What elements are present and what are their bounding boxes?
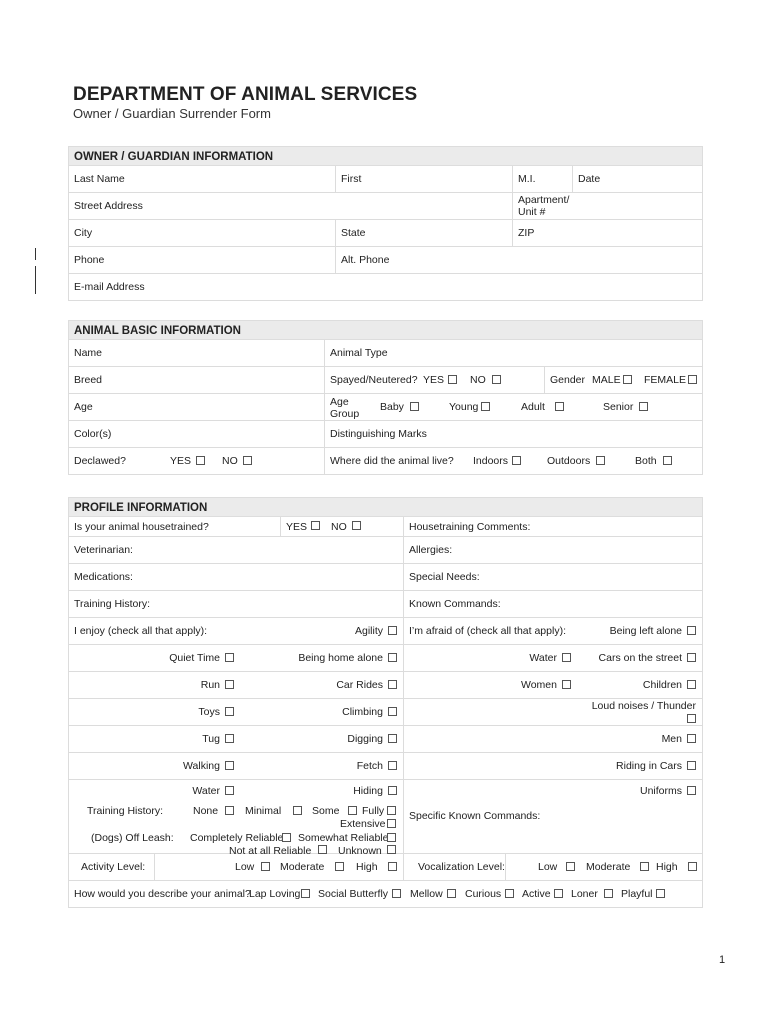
city-label: City bbox=[74, 227, 93, 239]
offleash-completely-checkbox[interactable] bbox=[282, 833, 291, 842]
marks-label: Distinguishing Marks bbox=[330, 428, 427, 440]
activity-high-label: High bbox=[356, 861, 378, 873]
enjoy-cell bbox=[236, 699, 403, 725]
afraid-cell bbox=[403, 618, 702, 644]
vocalization-label: Vocalization Level: bbox=[418, 861, 505, 873]
describe-row bbox=[68, 881, 703, 908]
afraid-children-checkbox[interactable] bbox=[687, 680, 696, 689]
both-checkbox[interactable] bbox=[663, 456, 672, 465]
pref-row-1 bbox=[68, 618, 703, 645]
phone-field[interactable] bbox=[69, 247, 335, 273]
trait-active-checkbox[interactable] bbox=[554, 889, 563, 898]
declawed-no-label: NO bbox=[222, 455, 238, 467]
male-checkbox[interactable] bbox=[623, 375, 632, 384]
young-label: Young bbox=[449, 401, 479, 413]
declawed-cell bbox=[69, 448, 324, 474]
offleash-unknown-checkbox[interactable] bbox=[387, 845, 396, 854]
afraid-men-checkbox[interactable] bbox=[687, 734, 696, 743]
declawed-yes-label: YES bbox=[170, 455, 192, 467]
owner-section bbox=[68, 146, 703, 301]
animal-row-declawed bbox=[68, 448, 703, 475]
training-minimal-label: Minimal bbox=[245, 805, 282, 817]
pref-row-7 bbox=[68, 780, 703, 802]
afraid-cell bbox=[573, 645, 702, 671]
spayed-yes-label: YES bbox=[423, 374, 445, 386]
enjoy-cell bbox=[69, 672, 236, 698]
vocal-label-cell bbox=[403, 854, 505, 880]
enjoy-cell bbox=[69, 645, 236, 671]
training-block bbox=[68, 802, 703, 857]
age-group-label: Age Group bbox=[330, 396, 360, 420]
declawed-label: Declawed? bbox=[74, 455, 126, 467]
training-extensive-checkbox[interactable] bbox=[387, 819, 396, 828]
outdoors-label: Outdoors bbox=[547, 455, 591, 467]
animal-row-color bbox=[68, 421, 703, 448]
enjoy-water-checkbox[interactable] bbox=[225, 786, 234, 795]
vocal-moderate-label: Moderate bbox=[586, 861, 631, 873]
both-label: Both bbox=[635, 455, 657, 467]
afraid-water-label: Water bbox=[529, 652, 557, 664]
describe-cell bbox=[69, 881, 702, 907]
animal-name-field[interactable] bbox=[69, 340, 324, 366]
ht-comments-field[interactable] bbox=[403, 517, 702, 536]
spayed-no-checkbox[interactable] bbox=[492, 375, 501, 384]
enjoy-cell bbox=[236, 753, 403, 779]
specific-commands-field[interactable] bbox=[403, 802, 702, 853]
zip-field[interactable] bbox=[512, 220, 702, 246]
afraid-loud-noises-label: Loud noises / Thunder bbox=[591, 700, 696, 712]
enjoy-cell bbox=[69, 699, 236, 725]
profile-row-meds bbox=[68, 564, 703, 591]
baby-checkbox[interactable] bbox=[410, 402, 419, 411]
enjoy-fetch-checkbox[interactable] bbox=[388, 761, 397, 770]
activity-row bbox=[68, 854, 703, 881]
offleash-not-all-label: Not at all Reliable bbox=[229, 845, 312, 857]
training-fully-label: Fully bbox=[362, 805, 385, 817]
enjoy-digging-label: Digging bbox=[347, 733, 383, 745]
alt-phone-field[interactable] bbox=[335, 247, 702, 273]
known-commands-label: Known Commands: bbox=[409, 598, 501, 610]
afraid-uniforms-checkbox[interactable] bbox=[687, 786, 696, 795]
enjoy-cell bbox=[69, 618, 403, 644]
enjoy-cell bbox=[69, 780, 236, 802]
breed-label: Breed bbox=[74, 374, 103, 386]
owner-heading: OWNER / GUARDIAN INFORMATION bbox=[68, 146, 703, 166]
offleash-not-all-checkbox[interactable] bbox=[318, 845, 327, 854]
trait-social-checkbox[interactable] bbox=[392, 889, 401, 898]
enjoy-agility-label: Agility bbox=[354, 625, 383, 637]
trait-mellow-checkbox[interactable] bbox=[447, 889, 456, 898]
young-checkbox[interactable] bbox=[481, 402, 490, 411]
afraid-women-label: Women bbox=[521, 679, 557, 691]
known-commands-field[interactable] bbox=[403, 591, 702, 617]
indoors-label: Indoors bbox=[473, 455, 509, 467]
afraid-cell bbox=[573, 672, 702, 698]
offleash-somewhat-checkbox[interactable] bbox=[387, 833, 396, 842]
animal-row-age bbox=[68, 394, 703, 421]
special-needs-field[interactable] bbox=[403, 564, 702, 590]
enjoy-home-alone-checkbox[interactable] bbox=[388, 653, 397, 662]
pref-row-5 bbox=[68, 726, 703, 753]
declawed-yes-checkbox[interactable] bbox=[196, 456, 205, 465]
vet-label: Veterinarian: bbox=[74, 544, 133, 556]
special-needs-label: Special Needs: bbox=[409, 571, 480, 583]
vet-field[interactable] bbox=[69, 537, 403, 563]
animal-section bbox=[68, 320, 703, 475]
pref-row-4 bbox=[68, 699, 703, 726]
state-field[interactable] bbox=[335, 220, 512, 246]
enjoy-walking-label: Walking bbox=[183, 760, 220, 772]
vocal-options bbox=[505, 854, 702, 880]
animal-heading: ANIMAL BASIC INFORMATION bbox=[68, 320, 703, 340]
afraid-water-checkbox[interactable] bbox=[562, 653, 571, 662]
where-label: Where did the animal live? bbox=[330, 455, 454, 467]
afraid-cell bbox=[403, 699, 702, 725]
profile-row-training bbox=[68, 591, 703, 618]
profile-section bbox=[68, 497, 703, 908]
female-label: FEMALE bbox=[644, 374, 687, 386]
colors-label: Color(s) bbox=[74, 428, 112, 440]
offleash-unknown-label: Unknown bbox=[338, 845, 382, 857]
pref-row-3 bbox=[68, 672, 703, 699]
afraid-label: I’m afraid of (check all that apply): bbox=[409, 625, 566, 637]
outdoors-checkbox[interactable] bbox=[596, 456, 605, 465]
gender-label: Gender bbox=[550, 374, 586, 386]
animal-name-label: Name bbox=[74, 347, 103, 359]
enjoy-car-rides-label: Car Rides bbox=[336, 679, 383, 691]
enjoy-label: I enjoy (check all that apply): bbox=[74, 625, 208, 637]
afraid-cars-checkbox[interactable] bbox=[687, 653, 696, 662]
enjoy-climbing-checkbox[interactable] bbox=[388, 707, 397, 716]
afraid-cars-label: Cars on the street bbox=[598, 652, 682, 664]
meds-field[interactable] bbox=[69, 564, 403, 590]
page-title: DEPARTMENT OF ANIMAL SERVICES bbox=[73, 84, 418, 105]
enjoy-quiet-time-checkbox[interactable] bbox=[225, 653, 234, 662]
activity-label: Activity Level: bbox=[81, 861, 146, 873]
mi-field[interactable] bbox=[512, 166, 572, 192]
animal-row-name bbox=[68, 340, 703, 367]
alt-phone-label: Alt. Phone bbox=[341, 254, 390, 266]
spayed-yes-checkbox[interactable] bbox=[448, 375, 457, 384]
housetrained-label: Is your animal housetrained? bbox=[74, 520, 209, 533]
trait-active-label: Active bbox=[522, 888, 551, 900]
training-some-label: Some bbox=[312, 805, 340, 817]
adult-label: Adult bbox=[521, 401, 545, 413]
margin-mark bbox=[35, 266, 36, 294]
enjoy-toys-label: Toys bbox=[198, 706, 220, 718]
email-label: E-mail Address bbox=[74, 281, 145, 293]
enjoy-cell bbox=[236, 726, 403, 752]
trait-loner-checkbox[interactable] bbox=[604, 889, 613, 898]
city-field[interactable] bbox=[69, 220, 335, 246]
senior-label: Senior bbox=[603, 401, 634, 413]
trait-curious-label: Curious bbox=[465, 888, 502, 900]
email-field[interactable] bbox=[69, 274, 702, 300]
training-minimal-checkbox[interactable] bbox=[293, 806, 302, 815]
offleash-label: (Dogs) Off Leash: bbox=[91, 832, 174, 844]
owner-row-address bbox=[68, 193, 703, 220]
breed-field[interactable] bbox=[69, 367, 324, 393]
age-group-cell bbox=[324, 394, 702, 420]
enjoy-cell bbox=[69, 726, 236, 752]
owner-row-city bbox=[68, 220, 703, 247]
vocal-high-checkbox[interactable] bbox=[688, 862, 697, 871]
trait-lap-loving-checkbox[interactable] bbox=[301, 889, 310, 898]
date-label: Date bbox=[578, 173, 601, 185]
offleash-somewhat-label: Somewhat Reliable bbox=[298, 832, 389, 844]
trait-playful-label: Playful bbox=[621, 888, 653, 900]
trait-playful-checkbox[interactable] bbox=[656, 889, 665, 898]
mi-label: M.I. bbox=[518, 173, 536, 185]
profile-row-vet bbox=[68, 537, 703, 564]
enjoy-fetch-label: Fetch bbox=[356, 760, 383, 772]
street-field[interactable] bbox=[69, 193, 512, 219]
enjoy-cell bbox=[69, 753, 236, 779]
phone-label: Phone bbox=[74, 254, 105, 266]
afraid-women-checkbox[interactable] bbox=[562, 680, 571, 689]
training-extensive-label: Extensive bbox=[340, 818, 386, 830]
spayed-no-label: NO bbox=[470, 374, 486, 386]
training-none-checkbox[interactable] bbox=[225, 806, 234, 815]
age-label: Age bbox=[74, 401, 93, 413]
activity-moderate-checkbox[interactable] bbox=[335, 862, 344, 871]
trait-social-label: Social Butterfly bbox=[318, 888, 389, 900]
afraid-children-label: Children bbox=[642, 679, 682, 691]
baby-label: Baby bbox=[380, 401, 404, 413]
ht-no-checkbox[interactable] bbox=[352, 521, 361, 530]
owner-row-name bbox=[68, 166, 703, 193]
adult-checkbox[interactable] bbox=[555, 402, 564, 411]
page-subtitle: Owner / Guardian Surrender Form bbox=[73, 106, 271, 121]
spayed-cell bbox=[324, 367, 544, 393]
housetrained-options bbox=[280, 517, 403, 536]
vocal-low-label: Low bbox=[538, 861, 558, 873]
trait-mellow-label: Mellow bbox=[410, 888, 443, 900]
apt-label: Apartment/ bbox=[518, 194, 570, 206]
enjoy-run-checkbox[interactable] bbox=[225, 680, 234, 689]
margin-mark bbox=[35, 248, 36, 260]
gender-cell bbox=[544, 367, 702, 393]
enjoy-home-alone-label: Being home alone bbox=[298, 652, 383, 664]
enjoy-toys-checkbox[interactable] bbox=[225, 707, 234, 716]
activity-low-label: Low bbox=[235, 861, 255, 873]
enjoy-run-label: Run bbox=[200, 679, 220, 691]
spayed-label: Spayed/Neutered? bbox=[330, 374, 418, 386]
animal-type-field[interactable] bbox=[324, 340, 702, 366]
afraid-cell bbox=[403, 753, 702, 779]
male-label: MALE bbox=[592, 374, 621, 386]
ht-comments-label: Housetraining Comments: bbox=[409, 520, 531, 533]
training-history-field[interactable] bbox=[69, 591, 403, 617]
owner-row-phone bbox=[68, 247, 703, 274]
trait-lap-loving-label: Lap Loving bbox=[249, 888, 301, 900]
animal-row-breed bbox=[68, 367, 703, 394]
afraid-cell bbox=[403, 726, 702, 752]
offleash-completely-label: Completely Reliable bbox=[190, 832, 284, 844]
activity-low-checkbox[interactable] bbox=[261, 862, 270, 871]
enjoy-water-label: Water bbox=[192, 785, 220, 797]
afraid-uniforms-label: Uniforms bbox=[639, 785, 682, 797]
activity-high-checkbox[interactable] bbox=[388, 862, 397, 871]
age-field[interactable] bbox=[69, 394, 324, 420]
afraid-loud-noises-checkbox[interactable] bbox=[687, 714, 696, 723]
enjoy-car-rides-checkbox[interactable] bbox=[388, 680, 397, 689]
vocal-high-label: High bbox=[656, 861, 678, 873]
ht-yes-checkbox[interactable] bbox=[311, 521, 320, 530]
apt-label-2: Unit # bbox=[518, 206, 546, 218]
afraid-cell bbox=[403, 780, 702, 802]
vocal-low-checkbox[interactable] bbox=[566, 862, 575, 871]
apt-field[interactable] bbox=[512, 193, 702, 219]
last-name-label: Last Name bbox=[74, 173, 125, 185]
afraid-cell bbox=[403, 672, 573, 698]
training-label: Training History: bbox=[87, 805, 164, 817]
first-name-label: First bbox=[341, 173, 362, 185]
enjoy-hiding-label: Hiding bbox=[353, 785, 383, 797]
marks-field[interactable] bbox=[324, 421, 702, 447]
profile-heading: PROFILE INFORMATION bbox=[68, 497, 703, 517]
colors-field[interactable] bbox=[69, 421, 324, 447]
afraid-riding-label: Riding in Cars bbox=[616, 760, 682, 772]
pref-row-2 bbox=[68, 645, 703, 672]
street-label: Street Address bbox=[74, 200, 143, 212]
activity-options bbox=[154, 854, 403, 880]
afraid-left-alone-label: Being left alone bbox=[609, 625, 682, 637]
enjoy-quiet-time-label: Quiet Time bbox=[169, 652, 220, 664]
zip-label: ZIP bbox=[518, 227, 535, 239]
declawed-no-checkbox[interactable] bbox=[243, 456, 252, 465]
afraid-cell bbox=[403, 645, 573, 671]
page-number: 1 bbox=[719, 954, 726, 966]
enjoy-walking-checkbox[interactable] bbox=[225, 761, 234, 770]
ht-no-label: NO bbox=[331, 520, 347, 533]
vocal-moderate-checkbox[interactable] bbox=[640, 862, 649, 871]
enjoy-climbing-label: Climbing bbox=[342, 706, 383, 718]
trait-loner-label: Loner bbox=[571, 888, 598, 900]
last-name-field[interactable] bbox=[69, 166, 335, 192]
enjoy-hiding-checkbox[interactable] bbox=[388, 786, 397, 795]
specific-commands-label: Specific Known Commands: bbox=[409, 810, 541, 822]
training-history-label: Training History: bbox=[74, 598, 151, 610]
first-name-field[interactable] bbox=[335, 166, 512, 192]
allergies-field[interactable] bbox=[403, 537, 702, 563]
pref-row-6 bbox=[68, 753, 703, 780]
training-some-checkbox[interactable] bbox=[348, 806, 357, 815]
training-fully-checkbox[interactable] bbox=[387, 806, 396, 815]
state-label: State bbox=[341, 227, 366, 239]
indoors-checkbox[interactable] bbox=[512, 456, 521, 465]
allergies-label: Allergies: bbox=[409, 544, 453, 556]
training-none-label: None bbox=[193, 805, 219, 817]
where-cell bbox=[324, 448, 702, 474]
describe-label: How would you describe your animal? bbox=[74, 888, 251, 900]
enjoy-cell bbox=[236, 780, 403, 802]
enjoy-tug-checkbox[interactable] bbox=[225, 734, 234, 743]
enjoy-digging-checkbox[interactable] bbox=[388, 734, 397, 743]
enjoy-tug-label: Tug bbox=[202, 733, 220, 745]
afraid-men-label: Men bbox=[661, 733, 682, 745]
meds-label: Medications: bbox=[74, 571, 133, 583]
afraid-left-alone-checkbox[interactable] bbox=[687, 626, 696, 635]
profile-row-housetrained bbox=[68, 517, 703, 537]
animal-type-label: Animal Type bbox=[330, 347, 388, 359]
activity-moderate-label: Moderate bbox=[280, 861, 325, 873]
enjoy-agility-checkbox[interactable] bbox=[388, 626, 397, 635]
owner-row-email bbox=[68, 274, 703, 301]
housetrained-question bbox=[69, 517, 280, 536]
trait-curious-checkbox[interactable] bbox=[505, 889, 514, 898]
female-checkbox[interactable] bbox=[688, 375, 697, 384]
activity-label-cell bbox=[69, 854, 154, 880]
senior-checkbox[interactable] bbox=[639, 402, 648, 411]
training-cell bbox=[69, 802, 403, 857]
enjoy-cell bbox=[236, 672, 403, 698]
date-field[interactable] bbox=[572, 166, 702, 192]
ht-yes-label: YES bbox=[286, 520, 308, 533]
afraid-riding-checkbox[interactable] bbox=[687, 761, 696, 770]
enjoy-cell bbox=[236, 645, 403, 671]
